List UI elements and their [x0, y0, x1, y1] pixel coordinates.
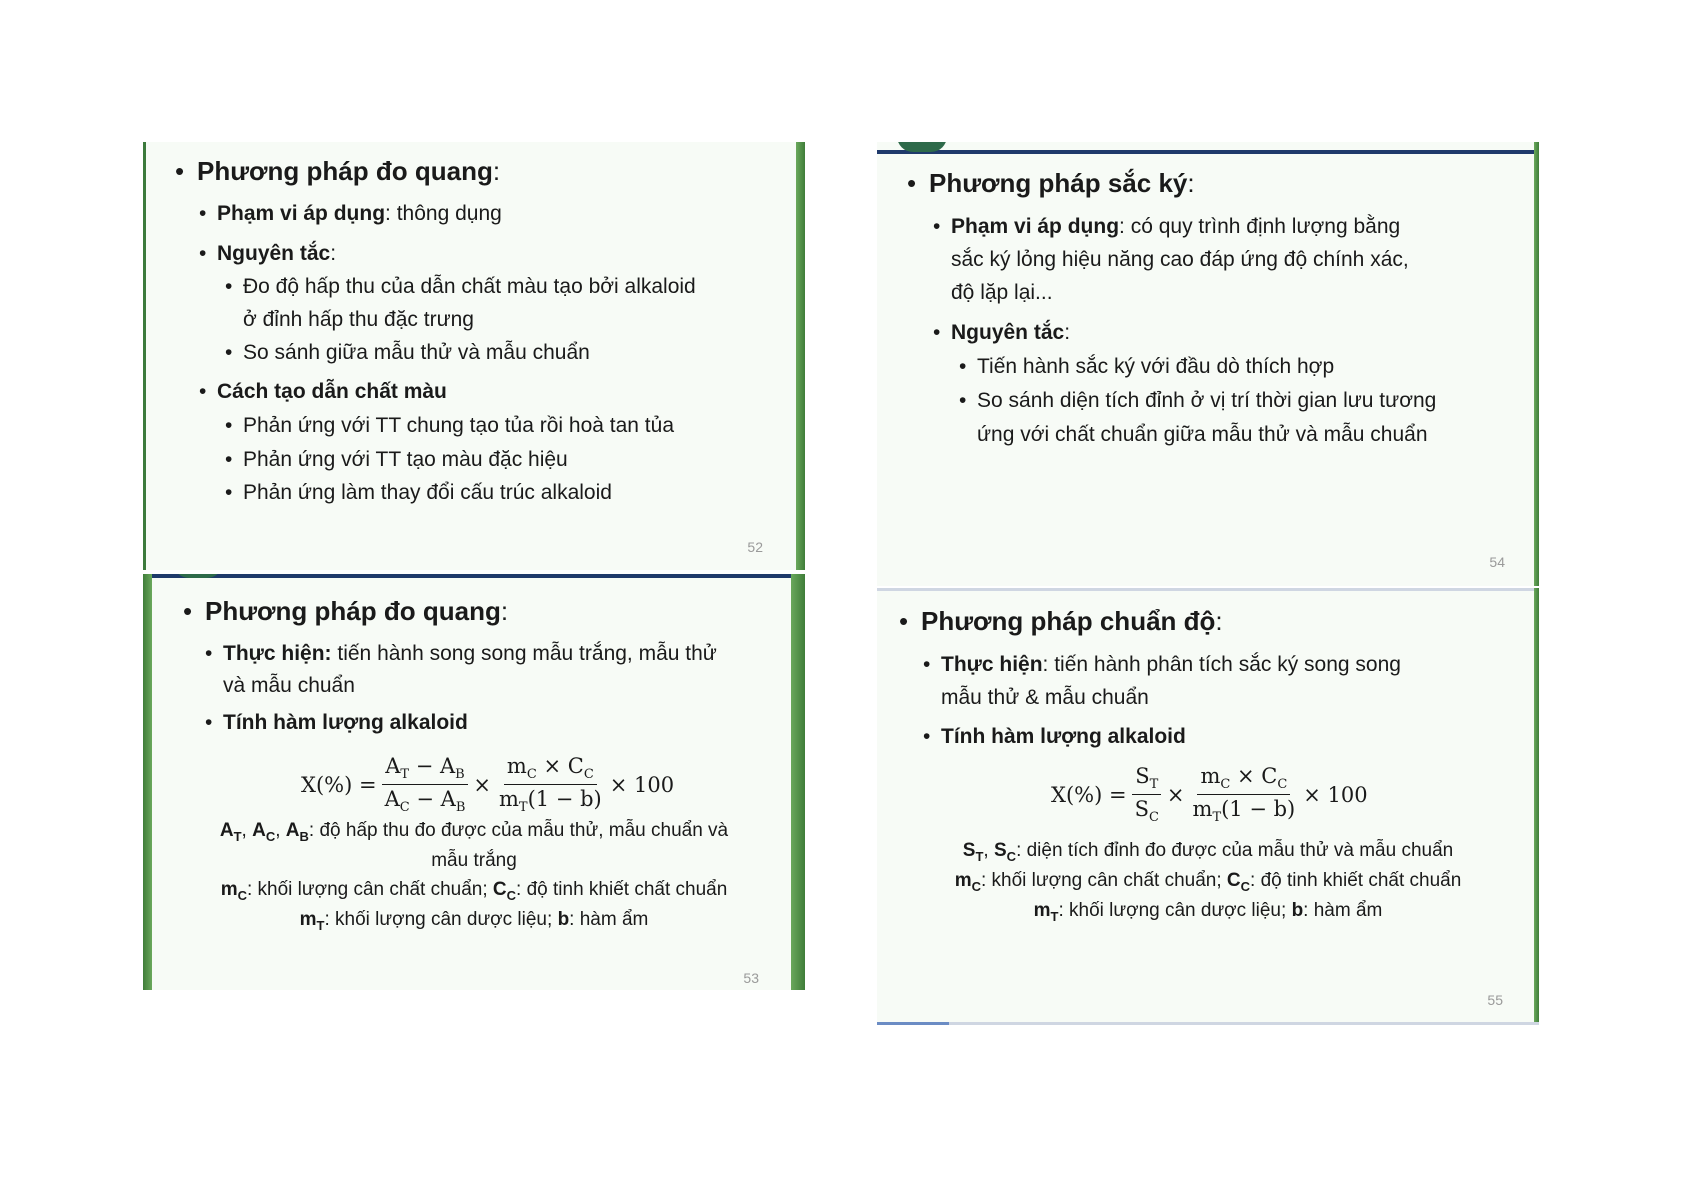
bullet-item: • Phạm vi áp dụng: có quy trình định lượng bằng: [933, 215, 1401, 238]
fraction-mass: $\frac{m_C \times C_C}{m_T(1 - b)}$: [498, 754, 602, 816]
sub-bullet-continuation: ứng với chất chuẩn giữa mẫu thử và mẫu chuẩn: [977, 423, 1428, 446]
bullet-continuation: và mẫu chuẩn: [223, 674, 355, 697]
slide-top-line: [877, 588, 1539, 591]
sub-bullet-continuation: ở đỉnh hấp thu đặc trưng: [243, 308, 474, 331]
sub-bullet-item: • Đo độ hấp thu của dẫn chất màu tạo bởi alkaloid: [225, 275, 696, 298]
slide-title: • Phương pháp chuẩn độ:: [899, 606, 1223, 636]
page-number: 54: [1489, 554, 1505, 570]
formula-legend-line: mẫu trắng: [431, 850, 517, 871]
page-number: 53: [743, 970, 759, 986]
bullet-item: • Thực hiện: tiến hành phân tích sắc ký song song: [923, 653, 1401, 676]
bullet-item: • Nguyên tắc:: [933, 321, 1071, 344]
slide-52: [143, 142, 805, 570]
bullet-continuation: sắc ký lỏng hiệu năng cao đáp ứng độ chính xác,: [951, 248, 1409, 271]
slide-top-line: [143, 574, 805, 578]
formula-legend-line: $m_T$: khối lượng cân dược liệu; b: hàm ẩm: [1033, 900, 1383, 924]
sub-bullet-item: • Phản ứng làm thay đổi cấu trúc alkaloid: [225, 481, 612, 504]
bullet-item: • Tính hàm lượng alkaloid: [923, 725, 1186, 748]
formula-legend-line: $m_C$: khối lượng cân chất chuẩn; $C_C$: độ tinh khiết chất chuẩn: [220, 879, 728, 903]
alkaloid-content-formula: X(%) = $\frac{S_T}{S_C}$ × $\frac{m_C \times C_C}{m_T(1 - b)}$ × 100: [1051, 764, 1368, 826]
formula-legend-line: $A_T$, $A_C$, $A_B$: độ hấp thu đo được của mẫu thử, mẫu chuẩn và: [219, 820, 729, 844]
slide-bottom-line: [877, 1022, 1539, 1025]
bullet-item: • Tính hàm lượng alkaloid: [205, 711, 468, 734]
slide-53: [143, 574, 805, 990]
formula-legend-line: $S_T$, $S_C$: diện tích đỉnh đo được của mẫu thử và mẫu chuẩn: [962, 840, 1454, 864]
bullet-item: • Cách tạo dẫn chất màu: [199, 380, 447, 403]
page-number: 55: [1487, 992, 1503, 1008]
slide-55: [877, 588, 1539, 1025]
formula-legend-line: $m_T$: khối lượng cân dược liệu; b: hàm ẩm: [299, 909, 649, 933]
sub-bullet-item: • So sánh diện tích đỉnh ở vị trí thời gian lưu tương: [959, 389, 1437, 412]
slide-left-border: [143, 142, 146, 570]
formula-legend-line: $m_C$: khối lượng cân chất chuẩn; $C_C$: độ tinh khiết chất chuẩn: [954, 870, 1462, 894]
fraction-peak-area: $\frac{S_T}{S_C}$: [1132, 764, 1162, 825]
slide-bottom-accent: [877, 1022, 949, 1025]
sub-bullet-item: • Phản ứng với TT chung tạo tủa rồi hoà tan tủa: [225, 414, 675, 437]
slide-title: • Phương pháp sắc ký:: [907, 168, 1195, 198]
slide-green-side-bar: [1534, 588, 1539, 1025]
bullet-continuation: mẫu thử & mẫu chuẩn: [941, 686, 1149, 709]
bullet-continuation: độ lặp lại...: [951, 281, 1053, 304]
sub-bullet-item: • So sánh giữa mẫu thử và mẫu chuẩn: [225, 341, 590, 364]
slide-54: [877, 142, 1539, 586]
sub-bullet-item: • Tiến hành sắc ký với đầu dò thích hợp: [959, 355, 1335, 378]
slide-title: • Phương pháp đo quang:: [183, 596, 509, 626]
fraction-mass: $\frac{m_C \times C_C}{m_T(1 - b)}$: [1192, 764, 1296, 826]
bullet-item: • Thực hiện: tiến hành song song mẫu trắng, mẫu thử: [205, 642, 717, 665]
sub-bullet-item: • Phản ứng với TT tạo màu đặc hiệu: [225, 448, 568, 471]
slide-green-side-bar: [796, 142, 805, 570]
alkaloid-content-formula: X(%) = $\frac{A_T - A_B}{A_C - A_B}$ × $\frac{m_C \times C_C}{m_T(1 - b)}$ × 100: [301, 754, 675, 816]
page-number: 52: [747, 539, 763, 555]
bullet-item: • Phạm vi áp dụng: thông dụng: [199, 202, 502, 225]
bullet-item: • Nguyên tắc:: [199, 242, 337, 265]
fraction-absorbance: $\frac{A_T - A_B}{A_C - A_B}$: [382, 754, 469, 815]
slide-title: • Phương pháp đo quang:: [175, 156, 501, 186]
slide-top-line: [877, 150, 1539, 154]
slide-green-side-bar: [1534, 142, 1539, 586]
